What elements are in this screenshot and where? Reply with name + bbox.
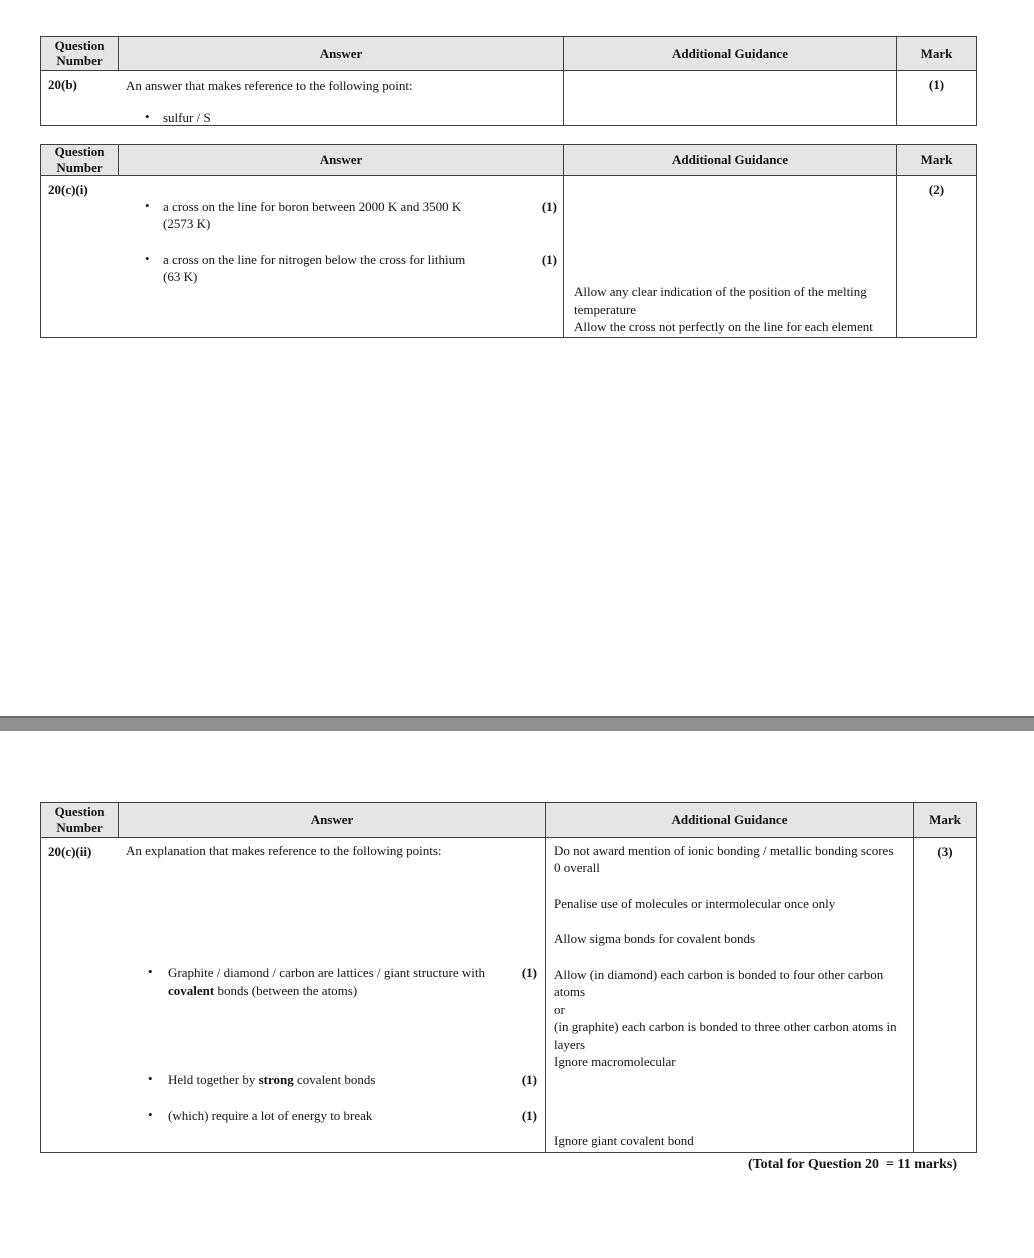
guidance-line: or bbox=[554, 1001, 565, 1017]
column-header-additional-guidance: Additional Guidance bbox=[545, 803, 913, 838]
bullet-text: sulfur / S bbox=[163, 110, 211, 125]
answer-cell-20cii bbox=[118, 838, 545, 1152]
point-mark: (1) bbox=[521, 965, 537, 980]
bullet-text: covalent bonds bbox=[293, 1072, 376, 1087]
column-header-answer: Answer bbox=[118, 145, 563, 176]
guidance-line: Ignore macromolecular bbox=[554, 1054, 676, 1069]
mark-scheme-table-20cii bbox=[40, 802, 977, 1153]
bullet-icon: • bbox=[145, 197, 150, 213]
column-header-mark: Mark bbox=[896, 145, 976, 176]
guidance-cell-20b bbox=[563, 71, 896, 125]
column-header-question-number: Question Number bbox=[41, 803, 118, 838]
answer-intro-20b: An answer that makes reference to the following point: bbox=[126, 77, 413, 93]
mark-cell-20ci: (2) bbox=[896, 176, 976, 337]
answer-cell-20ci bbox=[118, 176, 563, 337]
column-header-additional-guidance: Additional Guidance bbox=[563, 37, 896, 71]
bullet-text: (which) require a lot of energy to break bbox=[168, 1107, 373, 1123]
mark-cell-20cii: (3) bbox=[913, 838, 976, 1152]
guidance-cell-20cii bbox=[545, 838, 913, 1152]
guidance-line: Allow (in diamond) each carbon is bonded to four other carbon atoms bbox=[554, 966, 884, 999]
bullet-text: bonds (between the atoms) bbox=[214, 982, 358, 998]
point-mark: (1) bbox=[541, 198, 557, 214]
bullet-icon: • bbox=[148, 964, 153, 979]
column-header-mark: Mark bbox=[896, 37, 976, 71]
question-number-20b: 20(b) bbox=[48, 76, 77, 92]
mark-scheme-table-20ci bbox=[40, 144, 977, 338]
bullet-icon: • bbox=[148, 1071, 153, 1086]
bullet-icon: • bbox=[148, 1106, 153, 1122]
column-header-answer: Answer bbox=[118, 37, 563, 71]
guidance-last-line: Ignore giant covalent bond bbox=[554, 1133, 694, 1148]
answer-bullet-20b bbox=[118, 109, 563, 125]
guidance-text: Allow the cross not perfectly on the line for each element bbox=[574, 319, 873, 334]
bullet-text-bold: strong bbox=[258, 1072, 294, 1087]
column-header-question-number: Question Number bbox=[41, 37, 118, 71]
bullet-text-bold: covalent bbox=[168, 982, 215, 998]
bullet-text: Graphite / diamond / carbon are lattices / giant structure with bbox=[168, 965, 485, 980]
answer-bullet-2 bbox=[118, 1071, 545, 1089]
mark-cell-20b: (1) bbox=[896, 71, 976, 125]
guidance-para: Do not award mention of ionic bonding / metallic bonding scores 0 overall bbox=[554, 842, 894, 875]
bullet-text-line2: (2573 K) bbox=[163, 216, 211, 231]
guidance-para: Allow sigma bonds for covalent bonds bbox=[554, 931, 756, 946]
mark-scheme-table-20b bbox=[40, 36, 977, 126]
question-number-20cii: 20(c)(ii) bbox=[48, 843, 92, 859]
answer-cell-20b bbox=[118, 71, 563, 125]
bullet-text-line1: a cross on the line for nitrogen below the cross for lithium bbox=[163, 251, 466, 267]
question-number-20ci: 20(c)(i) bbox=[48, 181, 88, 197]
bullet-text-line2: (63 K) bbox=[163, 269, 198, 284]
bullet-icon: • bbox=[145, 109, 150, 124]
answer-bullet-3 bbox=[118, 1107, 545, 1125]
guidance-para: Penalise use of molecules or intermolecular once only bbox=[554, 895, 836, 911]
bullet-text-line1: a cross on the line for boron between 2000 K and 3500 K bbox=[163, 198, 462, 214]
answer-bullet-2 bbox=[118, 251, 563, 286]
bullet-icon: • bbox=[145, 250, 150, 266]
guidance-block bbox=[554, 966, 903, 1071]
total-marks-line: (Total for Question 20 = 11 marks) bbox=[747, 1157, 957, 1172]
guidance-cell-20ci bbox=[563, 176, 896, 337]
answer-intro-20cii: An explanation that makes reference to the following points: bbox=[126, 842, 442, 858]
point-mark: (1) bbox=[521, 1072, 537, 1087]
point-mark: (1) bbox=[521, 1107, 537, 1123]
column-header-question-number: Question Number bbox=[41, 145, 118, 176]
answer-bullet-1 bbox=[118, 964, 545, 999]
answer-bullet-1 bbox=[118, 198, 563, 233]
guidance-text: Allow any clear indication of the position of the melting temperature bbox=[574, 284, 867, 317]
page-break-divider bbox=[0, 716, 1034, 731]
column-header-mark: Mark bbox=[913, 803, 976, 838]
column-header-answer: Answer bbox=[118, 803, 545, 838]
bullet-text: Held together by bbox=[168, 1072, 259, 1087]
column-header-additional-guidance: Additional Guidance bbox=[563, 145, 896, 176]
point-mark: (1) bbox=[541, 251, 557, 267]
guidance-line: (in graphite) each carbon is bonded to three other carbon atoms in layers bbox=[554, 1019, 897, 1052]
